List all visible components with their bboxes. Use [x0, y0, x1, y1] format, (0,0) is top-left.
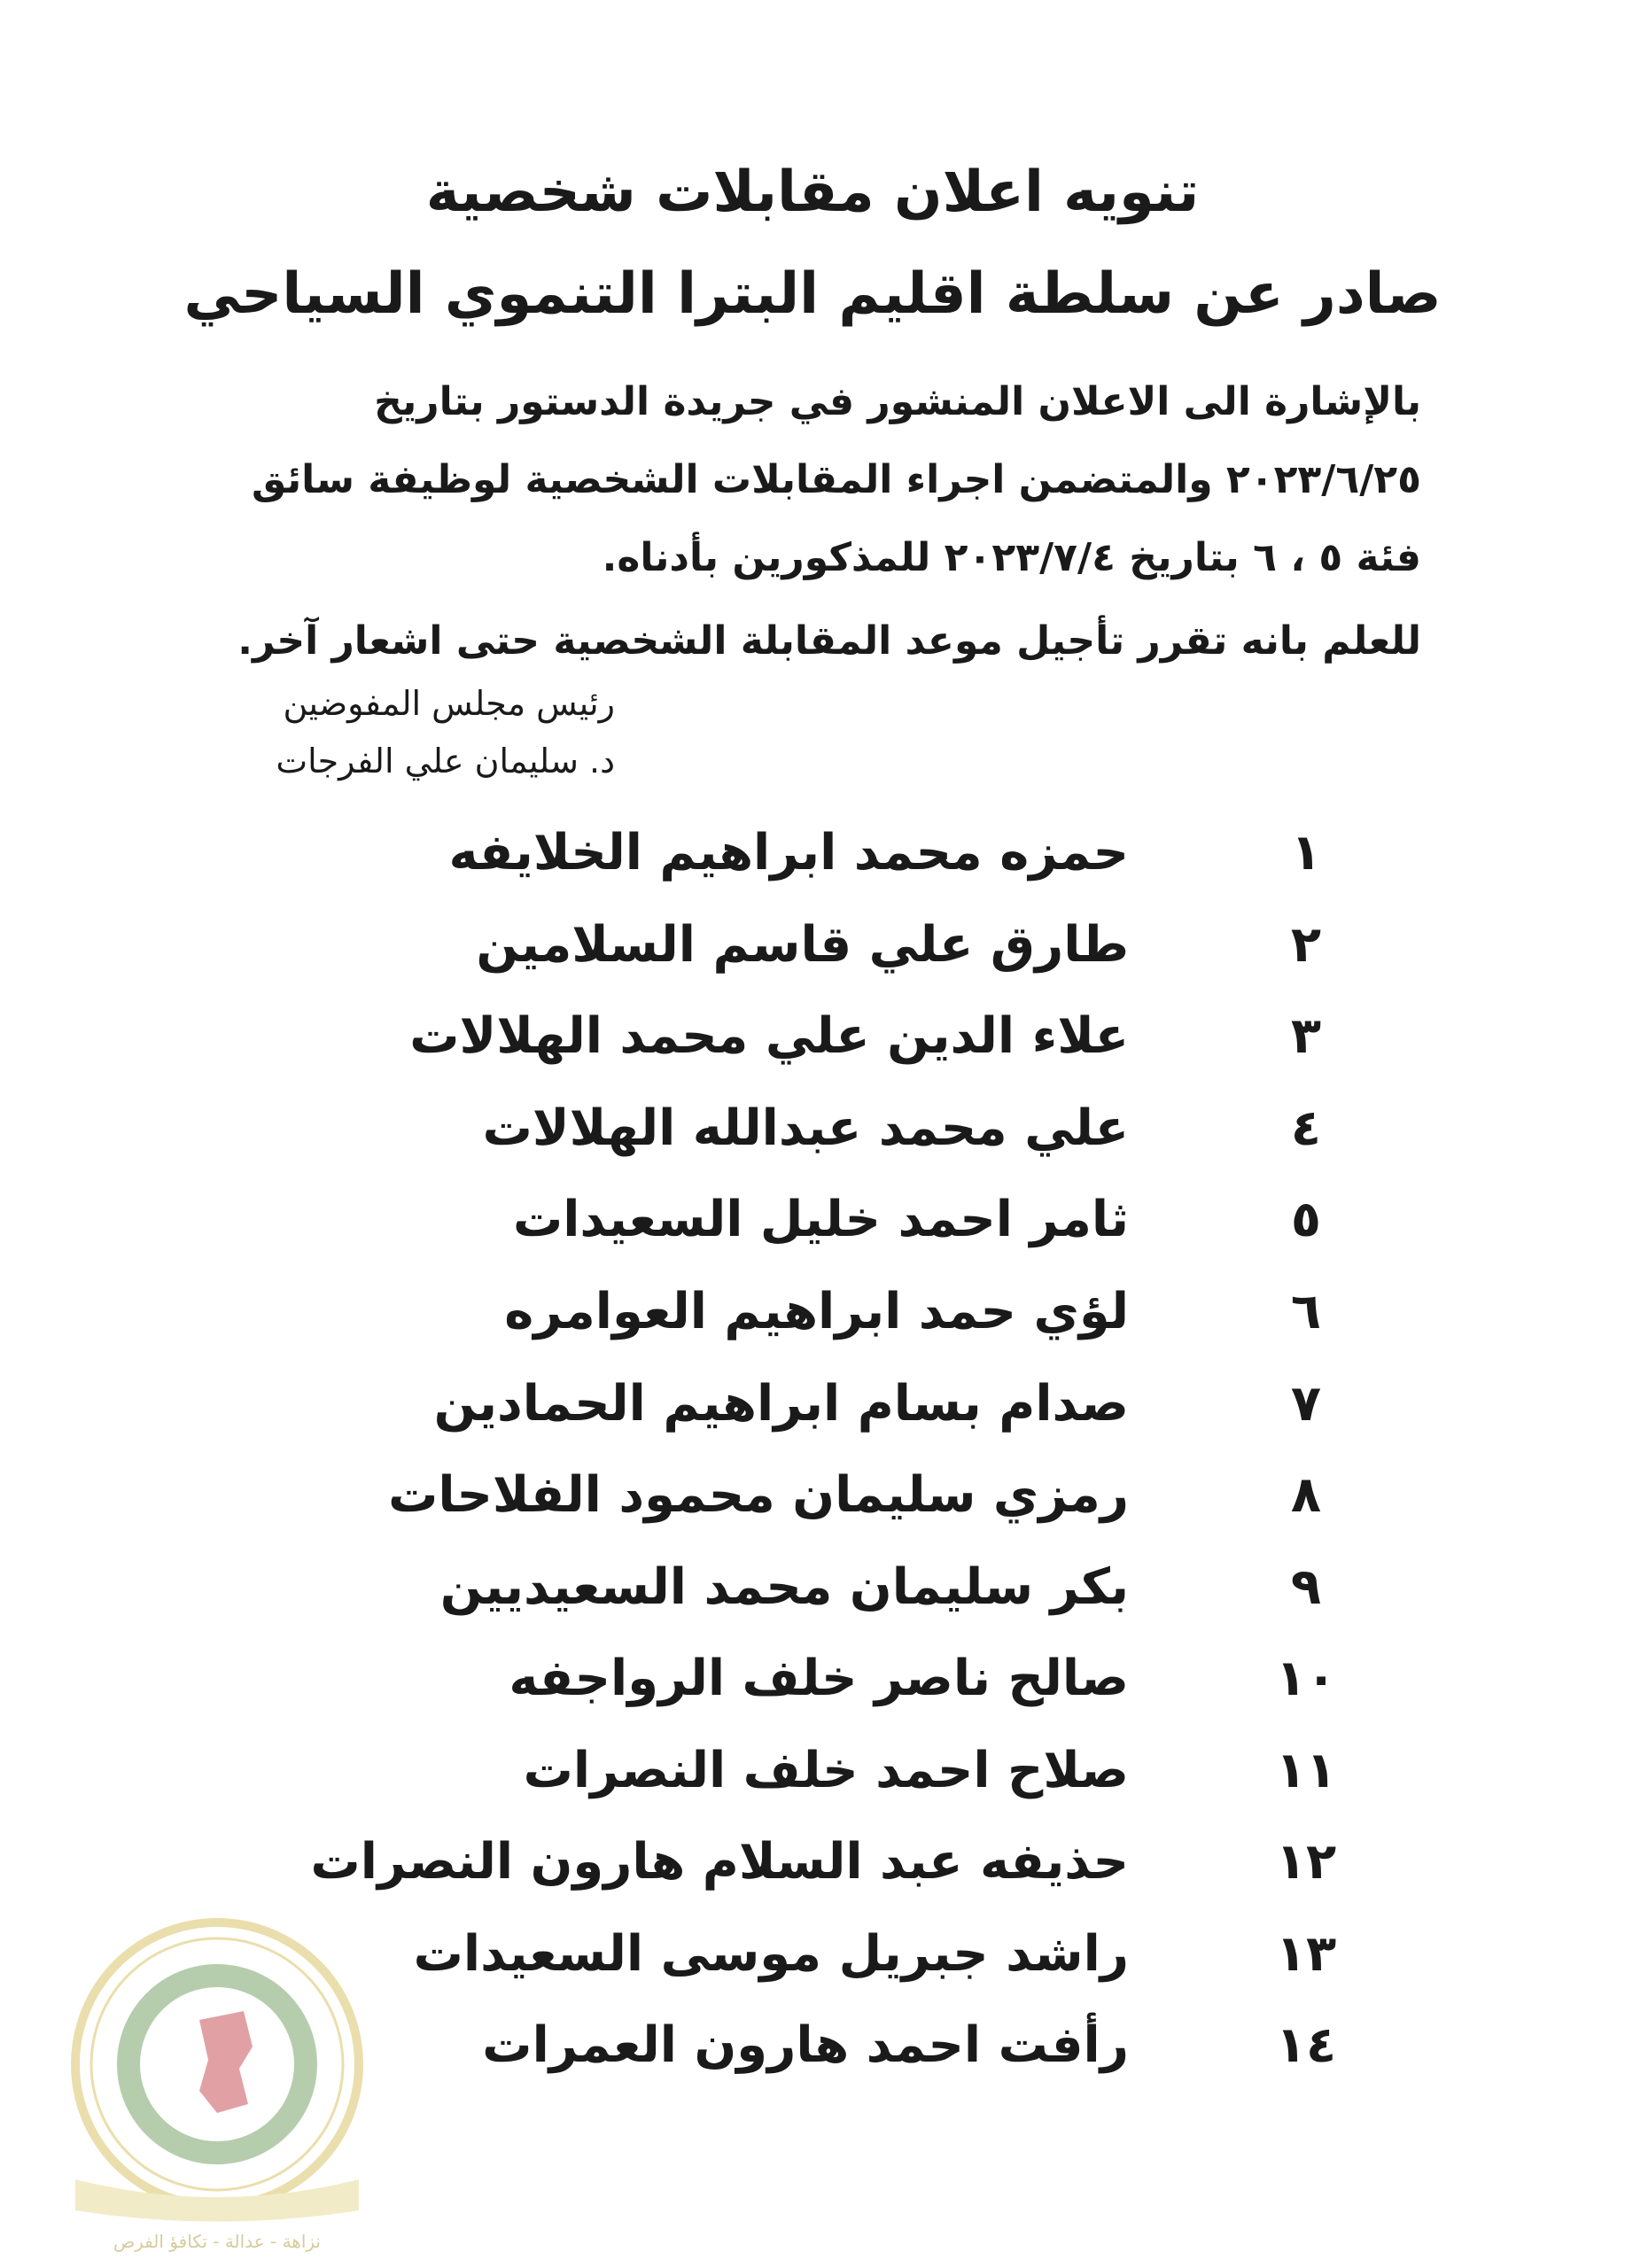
list-item: [0, 1460, 1625, 1531]
body-line-notice: للعلم بانه تقرر تأجيل موعد المقابلة الشخصية حتى اشعار آخر.: [237, 618, 1421, 664]
list-item: [0, 1736, 1625, 1806]
item-name: راشد جبريل موسى السعيدات: [413, 1925, 1129, 1983]
item-name: رمزي سليمان محمود الفلاحات: [388, 1466, 1129, 1524]
item-number: ١٤: [1275, 2016, 1337, 2074]
item-name: بكر سليمان محمد السعيديين: [439, 1558, 1129, 1616]
item-number: ٧: [1290, 1375, 1322, 1433]
list-item: [0, 910, 1625, 981]
body-line: فئة ٥ ، ٦ بتاريخ ٢٠٢٣/٧/٤ للمذكورين بأدناه.: [602, 535, 1421, 580]
item-number: ٢: [1290, 916, 1322, 974]
list-item: [0, 1184, 1625, 1255]
item-name: رأفت احمد هارون العمرات: [482, 2016, 1129, 2074]
list-item: [0, 818, 1625, 889]
list-item: [0, 1001, 1625, 1072]
seal-motto: نزاهة - عدالة - تكافؤ الفرص: [113, 2231, 322, 2252]
list-item: [0, 1643, 1625, 1714]
item-name: ثامر احمد خليل السعيدات: [512, 1191, 1129, 1248]
item-name: صدام بسام ابراهيم الحمادين: [433, 1375, 1129, 1433]
list-item: [0, 1552, 1625, 1623]
list-item: [0, 1093, 1625, 1164]
item-number: ٤: [1290, 1099, 1322, 1157]
item-number: ٦: [1290, 1283, 1322, 1340]
item-number: ٣: [1290, 1007, 1322, 1065]
item-number: ١٢: [1275, 1833, 1337, 1891]
list-item: [0, 1369, 1625, 1440]
item-name: حذيفه عبد السلام هارون النصرات: [310, 1833, 1129, 1891]
item-name: صالح ناصر خلف الرواجفه: [509, 1650, 1129, 1707]
page-title: تنويه اعلان مقابلات شخصية: [425, 159, 1200, 225]
signatory-title: رئيس مجلس المفوضين: [283, 684, 615, 723]
item-number: ١٣: [1275, 1925, 1337, 1983]
item-number: ٩: [1290, 1558, 1322, 1616]
item-number: ١: [1290, 824, 1322, 882]
body-line: ٢٠٢٣/٦/٢٥ والمتضمن اجراء المقابلات الشخصية لوظيفة سائق: [251, 457, 1421, 502]
item-number: ٨: [1290, 1466, 1322, 1524]
item-number: ٥: [1290, 1191, 1322, 1248]
body-line: بالإشارة الى الاعلان المنشور في جريدة الدستور بتاريخ: [374, 379, 1421, 424]
item-name: علي محمد عبدالله الهلالات: [482, 1099, 1129, 1157]
item-name: علاء الدين علي محمد الهلالات: [409, 1007, 1129, 1065]
item-number: ١٠: [1275, 1650, 1337, 1707]
item-name: صلاح احمد خلف النصرات: [523, 1742, 1129, 1799]
item-name: حمزه محمد ابراهيم الخلايفه: [448, 824, 1129, 882]
signatory-name: د. سليمان علي الفرجات: [276, 742, 615, 781]
item-name: طارق علي قاسم السلامين: [476, 916, 1129, 974]
list-item: [0, 1277, 1625, 1348]
civil-service-bureau-seal: [66, 1914, 368, 2268]
seal-emblem-icon: [66, 1914, 368, 2224]
list-item: [0, 1827, 1625, 1898]
page-subtitle: صادر عن سلطة اقليم البترا التنموي السياحي: [183, 261, 1442, 327]
item-name: لؤي حمد ابراهيم العوامره: [504, 1283, 1129, 1340]
item-number: ١١: [1275, 1742, 1337, 1799]
